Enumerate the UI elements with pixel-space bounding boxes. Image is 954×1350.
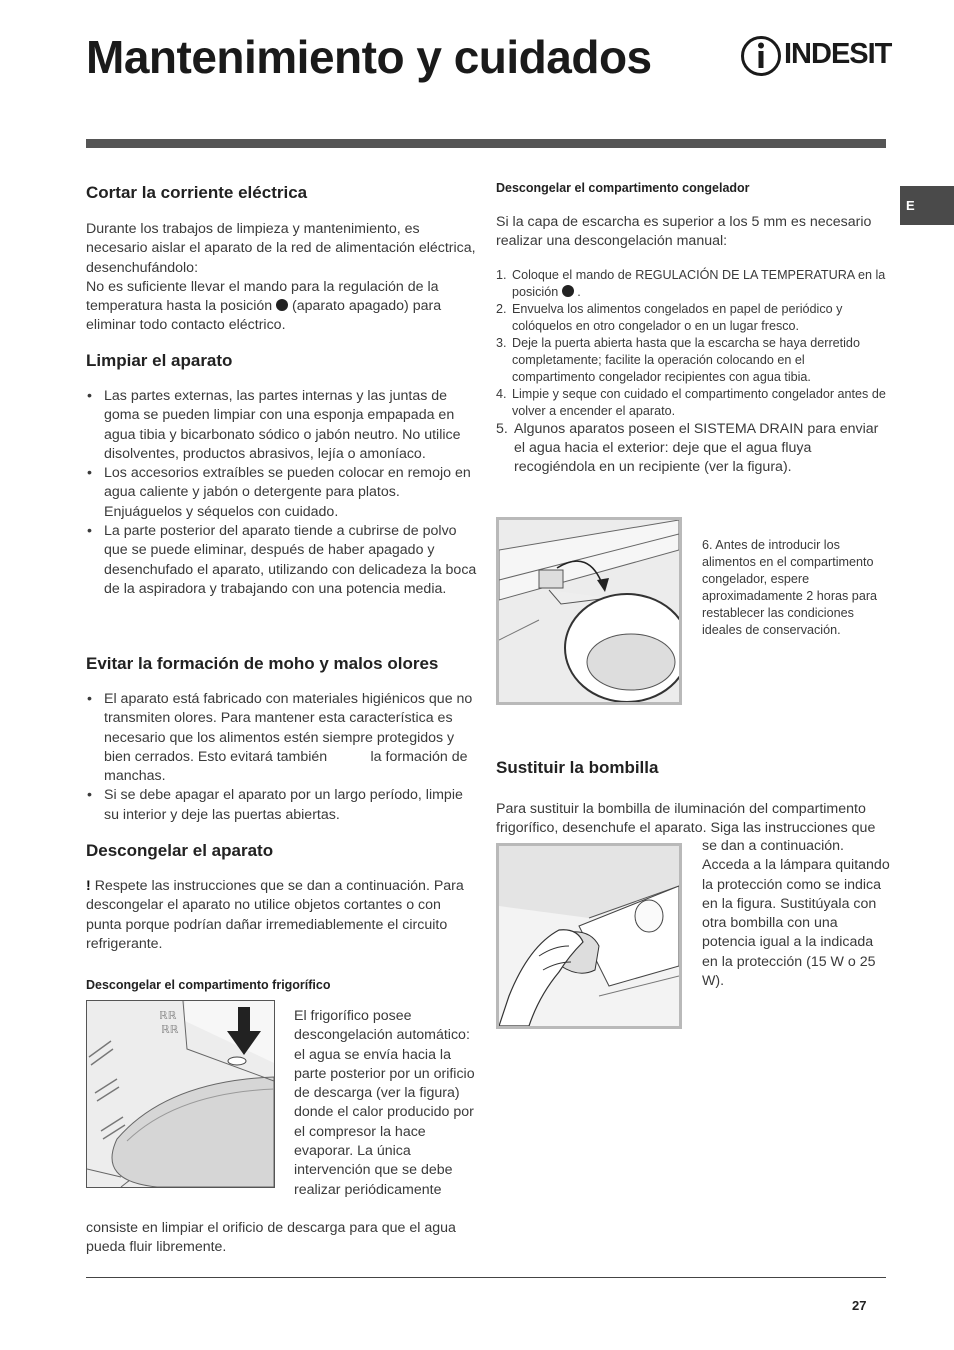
list-item: 4. Limpie y seque con cuidado el compartimento congelador antes de volver a encender el aparato. bbox=[496, 386, 886, 418]
drain-hole-illustration bbox=[87, 1001, 274, 1187]
language-tab: E bbox=[900, 186, 954, 225]
page-title: Mantenimiento y cuidados bbox=[86, 31, 652, 83]
heading-moho: Evitar la formación de moho y malos olores bbox=[86, 654, 439, 673]
list-item: 3. Deje la puerta abierta hasta que la escarcha se haya derretido completamente; facilite la operación colocando en el compartimento congelador recipientes con agua tibia. bbox=[496, 335, 860, 384]
section-corriente bbox=[86, 183, 478, 336]
section-bombilla bbox=[496, 758, 888, 839]
off-position-dot-icon bbox=[276, 299, 288, 311]
limpiar-list bbox=[86, 387, 478, 599]
heading-corriente: Cortar la corriente eléctrica bbox=[86, 183, 308, 202]
list-item: • Los accesorios extraíbles se pueden colocar en remojo en agua caliente y jabón o detergente para platos. Enjuáguelos y séquelos con cuidado. bbox=[86, 464, 478, 522]
list-item: • Las partes externas, las partes internas y las juntas de goma se pueden limpiar con una esponja empapada en agua tibia y bicarbonato sódico o jabón neutro. No utilice disolventes, productos abrasivos, lejía o amoníaco. bbox=[86, 387, 478, 464]
footer-rule bbox=[86, 1277, 886, 1278]
svg-text:ℝℝ: ℝℝ bbox=[159, 1009, 177, 1022]
drain-bowl-illustration bbox=[499, 520, 679, 702]
off-position-dot-icon bbox=[562, 285, 574, 297]
moho-list bbox=[86, 690, 478, 825]
bombilla-p1: Para sustituir la bombilla de iluminación del compartimento frigorífico, desenchufe el aparato. Siga las instrucciones que bbox=[496, 801, 876, 837]
frigo-text-cont: consiste en limpiar el orificio de descarga para que el agua pueda fluir libremente. bbox=[86, 1220, 456, 1256]
corriente-p1: Durante los trabajos de limpieza y mantenimiento, es necesario aislar el aparato de la red de alimentación eléctrica, desenchufándolo: bbox=[86, 221, 476, 276]
list-item: 5. Algunos aparatos poseen el SISTEMA DRAIN para enviar el agua hacia el exterior: deje que el agua fluya recogiéndola en un recipiente (ver la figura). bbox=[496, 420, 879, 476]
svg-text:ℝℝ: ℝℝ bbox=[161, 1023, 179, 1036]
lamp-cover-illustration bbox=[499, 846, 679, 1026]
heading-congelador: Descongelar el compartimento congelador bbox=[496, 181, 750, 195]
descongelar-p1: ! Respete las instrucciones que se dan a continuación. Para descongelar el aparato no utilice objetos cortantes o con punta porque podrían dañar irremediablemente el circuito refrigerante. bbox=[86, 878, 464, 952]
corriente-p2: No es suficiente llevar el mando para la regulación de la temperatura hasta la posición (aparato apagado) para eliminar todo contacto eléctrico. bbox=[86, 278, 442, 334]
bulb-replacement-figure bbox=[496, 843, 682, 1029]
brand-logo bbox=[740, 34, 902, 78]
page-number: 27 bbox=[852, 1298, 867, 1313]
section-congelador bbox=[496, 181, 888, 477]
section-limpiar bbox=[86, 351, 478, 599]
list-item: 2. Envuelva los alimentos congelados en papel de periódico y colóquelos en otro congelador o en un lugar fresco. bbox=[496, 301, 843, 333]
heading-frigo: Descongelar el compartimento frigorífico bbox=[86, 978, 331, 993]
heading-limpiar: Limpiar el aparato bbox=[86, 351, 233, 370]
warning-mark: ! bbox=[86, 878, 91, 894]
frigo-text: El frigorífico posee descongelación automático: el agua se envía hacia la parte posterior por un orificio de descarga (ver la figura) donde el calor producido por el compresor la hace evaporar. La única intervención que se debe realizar periódicamente bbox=[294, 1008, 475, 1198]
congelador-step6: 6. Antes de introducir los alimentos en el compartimento congelador, espere aproximadamente 2 horas para restablecer las condiciones ideales de conservación. bbox=[702, 538, 878, 637]
list-item: 1. Coloque el mando de REGULACIÓN DE LA TEMPERATURA en la posición . bbox=[496, 267, 886, 299]
section-descongelar bbox=[86, 841, 478, 992]
heading-descongelar: Descongelar el aparato bbox=[86, 841, 274, 860]
list-item: • Si se debe apagar el aparato por un largo período, limpie su interior y deje las puertas abiertas. bbox=[86, 786, 478, 825]
bombilla-p2: se dan a continuación. Acceda a la lámpara quitando la protección como se indica en la figura. Sustitúyala con otra bombilla con una potencia igual a la indicada en la protección (15 W o 25 W). bbox=[702, 838, 890, 990]
indesit-i-icon bbox=[740, 34, 784, 78]
list-item: • La parte posterior del aparato tiende a cubrirse de polvo que se puede eliminar, después de haber apagado y desenchufado el aparato, utilizando con delicadeza la boca de la aspiradora y trabajando con una potencia media. bbox=[86, 522, 478, 599]
heading-bombilla: Sustituir la bombilla bbox=[496, 758, 659, 777]
section-moho bbox=[86, 654, 478, 825]
header-rule bbox=[86, 139, 886, 148]
brand-name: INDESIT bbox=[784, 38, 892, 70]
congelador-intro: Si la capa de escarcha es superior a los 5 mm es necesario realizar una descongelación manual: bbox=[496, 214, 872, 250]
fridge-drain-figure bbox=[86, 1000, 275, 1188]
drain-system-figure bbox=[496, 517, 682, 705]
list-item: • El aparato está fabricado con materiales higiénicos que no transmiten olores. Para mantener esta característica es necesario que los alimentos estén siempre protegidos y bien cerrados. Esto evitará también la formación de manchas. bbox=[86, 690, 478, 786]
congelador-steps bbox=[496, 267, 888, 478]
